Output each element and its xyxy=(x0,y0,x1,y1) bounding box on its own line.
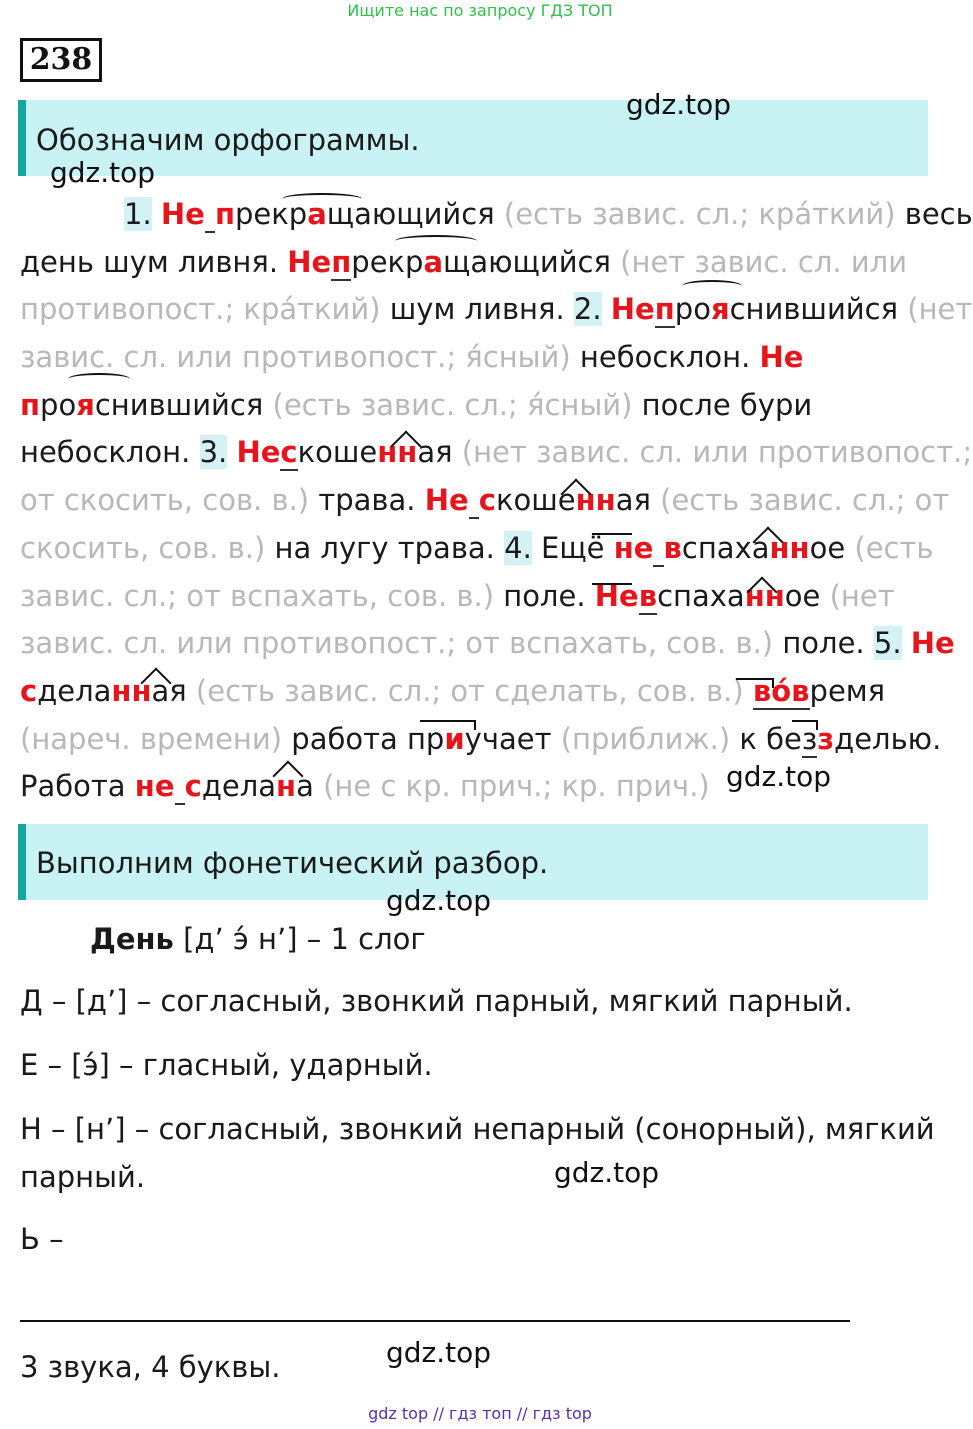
phonetic-summary: 3 звука, 4 буквы. xyxy=(20,1350,281,1384)
text-line: прояснившийся (есть завис. сл.; я́сный) после бури xyxy=(20,382,950,430)
text-line: (нареч. времени) работа приучает (приближ.) к беззделью. xyxy=(20,721,942,756)
section-title: Выполним фонетический разбор. xyxy=(36,846,549,880)
text-line: скосить, сов. в.) на лугу трава. 4. Ещё не вспаханное (есть xyxy=(20,530,934,565)
watermark: gdz.top xyxy=(554,1156,660,1189)
phonetic-header xyxy=(90,922,426,956)
phonetic-line-soft-sign: Ь – xyxy=(20,1222,64,1256)
watermark: gdz.top xyxy=(50,156,156,189)
phonetic-line-e: Е – [э́] – гласный, ударный. xyxy=(20,1048,433,1082)
watermark: gdz.top xyxy=(626,88,732,121)
analyzed-word: День xyxy=(90,922,174,956)
orthogram-text xyxy=(20,191,973,811)
text-line: от скосить, сов. в.) трава. Не скошенная (есть завис. сл.; от xyxy=(20,483,950,518)
transcription: [д’ э́ н’] – 1 слог xyxy=(183,922,426,956)
text-line: 1. Не прекращающийся (есть завис. сл.; кра́ткий) весь xyxy=(20,191,950,239)
watermark: gdz.top xyxy=(386,1336,492,1369)
watermark: gdz.top xyxy=(726,760,832,793)
divider-line xyxy=(20,1320,850,1322)
section-title: Обозначим орфограммы. xyxy=(36,123,420,157)
text-line: противопост.; кра́ткий) шум ливня. 2. Непрояснившийся (нет xyxy=(20,286,950,334)
text-line: Работа не сделана (не с кр. прич.; кр. прич.) xyxy=(20,769,710,804)
text-line: завис. сл. или противопост.; я́сный) небосклон. Не xyxy=(20,340,804,375)
top-search-hint[interactable]: Ищите нас по запросу ГДЗ ТОП xyxy=(347,1,613,20)
text-line: сделанная (есть завис. сл.; от сделать, сов. в.) во́время xyxy=(20,673,886,708)
text-line: день шум ливня. Непрекращающийся (нет завис. сл. или xyxy=(20,239,950,287)
phonetic-line-n: Н – [н’] – согласный, звонкий непарный (сонорный), мягкий xyxy=(20,1112,935,1146)
text-line: завис. сл. или противопост.; от вспахать, сов. в.) поле. 5. Не xyxy=(20,626,955,661)
phonetic-line-n-cont: парный. xyxy=(20,1160,146,1194)
watermark: gdz.top xyxy=(386,884,492,917)
exercise-number: 238 xyxy=(20,38,102,82)
text-line: завис. сл.; от вспахать, сов. в.) поле. Невспаханное (нет xyxy=(20,578,895,613)
phonetic-line-d: Д – [д’] – согласный, звонкий парный, мягкий парный. xyxy=(20,984,853,1018)
text-line: небосклон. 3. Нескошенная (нет завис. сл. или противопост.; xyxy=(20,435,973,470)
footer-links[interactable]: gdz top // гдз топ // гдз top xyxy=(368,1404,592,1423)
